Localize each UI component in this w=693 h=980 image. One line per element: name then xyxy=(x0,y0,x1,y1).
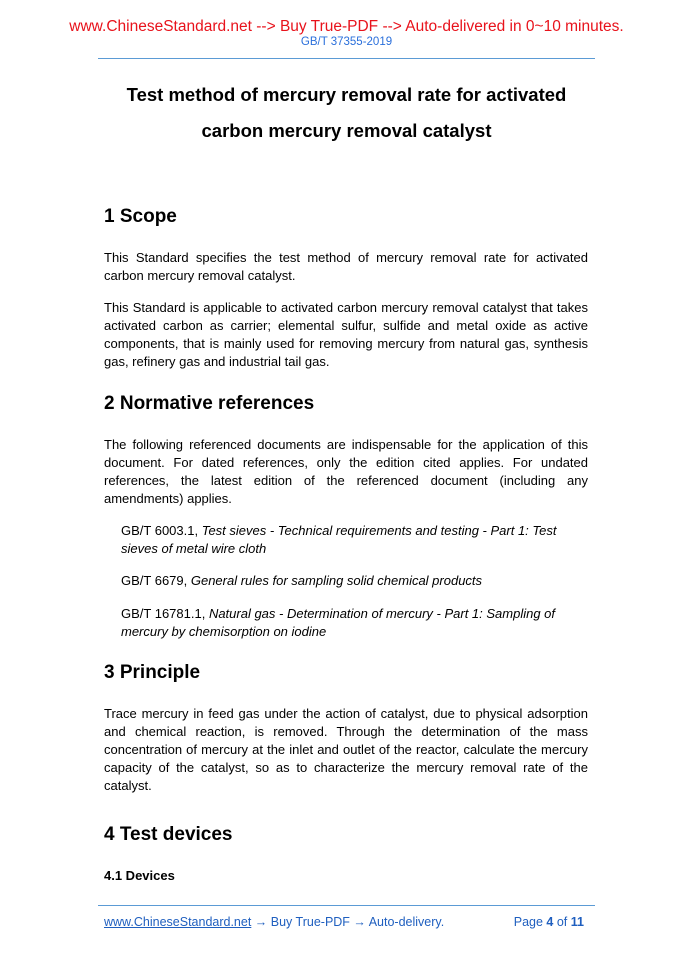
principle-paragraph-1: Trace mercury in feed gas under the action of catalyst, due to physical adsorption and chemical reaction, is removed. Through the determination of the mass concentration of mercury at the inlet and outlet of the reactor, calculate the mercury capacity of the catalyst, so as to characterize the mercury removal rate of the catalyst. xyxy=(104,706,588,793)
reference-title: General rules for sampling solid chemical products xyxy=(190,573,483,588)
subsection-heading-devices: 4.1 Devices xyxy=(104,868,175,883)
scope-paragraph-2: This Standard is applicable to activated carbon mercury removal catalyst that takes activated carbon as carrier; elemental sulfur, sulfide and metal oxide as active components, that is mainly used for removing mercury from natural gas, synthesis gas, refinery gas and industrial tail gas. xyxy=(104,300,588,369)
of-label: of xyxy=(556,915,568,929)
normative-paragraph-1: The following referenced documents are indispensable for the application of this document. For dated references, only the edition cited applies. For undated references, the latest edition of the referenced document (including any amendments) applies. xyxy=(104,437,588,506)
section-heading-test-devices: 4 Test devices xyxy=(104,824,233,845)
section-heading-principle: 3 Principle xyxy=(104,662,201,683)
page-number: 4 xyxy=(546,915,554,929)
document-title-line2: carbon mercury removal catalyst xyxy=(201,120,492,141)
page-label: Page xyxy=(513,915,543,929)
reference-code: GB/T 6679, xyxy=(121,573,191,588)
page-total: 11 xyxy=(570,915,584,929)
footer-divider xyxy=(98,905,595,906)
reference-code: GB/T 16781.1, xyxy=(121,606,209,621)
document-title-line1: Test method of mercury removal rate for activated xyxy=(126,84,567,105)
reference-item xyxy=(121,572,588,590)
footer-text: → Buy True-PDF → Auto-delivery. xyxy=(251,915,445,929)
reference-item xyxy=(121,605,588,641)
scope-paragraph-1: This Standard specifies the test method of mercury removal rate for activated carbon mercury removal catalyst. xyxy=(104,250,588,283)
standard-number: GB/T 37355-2019 xyxy=(300,36,393,48)
reference-title: Natural gas - Determination of mercury - Part 1: Sampling of mercury by chemisorption on iodine xyxy=(121,606,556,639)
reference-code: GB/T 6003.1, xyxy=(121,523,202,538)
section-heading-normative-references: 2 Normative references xyxy=(104,393,315,414)
header-divider xyxy=(98,58,595,59)
page-indicator xyxy=(514,915,584,929)
page-footer xyxy=(104,915,584,929)
section-heading-scope: 1 Scope xyxy=(104,206,177,227)
reference-title: Test sieves - Technical requirements and testing - Part 1: Test sieves of metal wire cloth xyxy=(121,523,557,556)
promo-banner: www.ChineseStandard.net --> Buy True-PDF --> Auto-delivered in 0~10 minutes. xyxy=(69,18,624,35)
reference-item xyxy=(121,522,588,558)
footer-website-link[interactable]: www.ChineseStandard.net xyxy=(104,915,252,929)
